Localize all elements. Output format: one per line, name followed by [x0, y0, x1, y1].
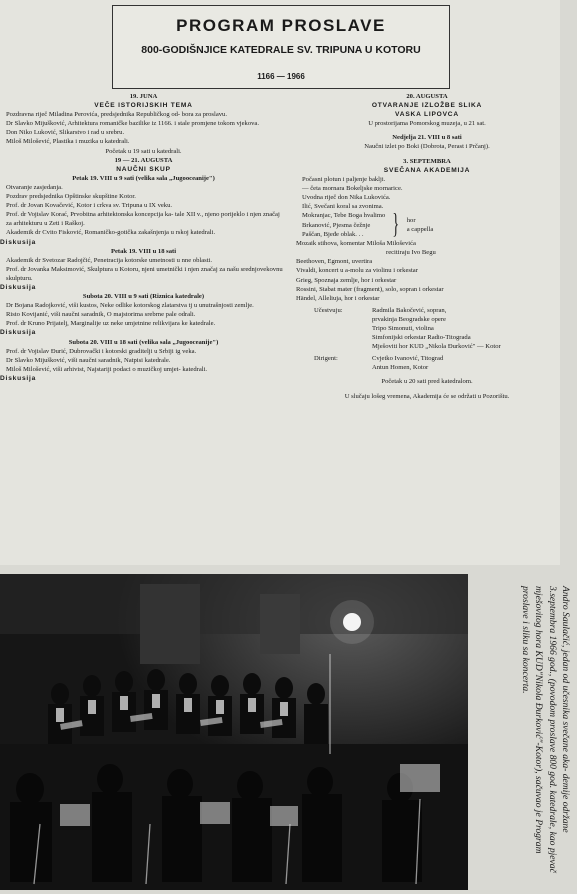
program-years: 1166 — 1966 [257, 72, 305, 81]
section-date: 20. AUGUSTA [406, 93, 448, 100]
concert-photo [0, 574, 468, 890]
section-heading: VASKA LIPOVCA [395, 111, 459, 119]
program-item: Miloš Milošević, Plastika i muzika u katedrali. [6, 138, 130, 146]
program-item: Prof. dr Jovanka Maksimović, Skulptura u Kotoru, njeni umetnički i njen značaj za našu srednjovekovnu skulpturu. [6, 265, 283, 282]
section-date: 19. JUNA [129, 93, 158, 100]
program-item: Dr Slavko Mijušković, viši naučni saradnik, Natpisi katedrale. [6, 356, 171, 364]
program-item: Don Niko Luković, Slikarstvo i rad u srebru. [6, 129, 125, 137]
program-item: recitiraju Ivo Begu [386, 249, 436, 257]
program-item: Brkanović, Pjesma čežnje [302, 221, 371, 229]
session-heading: Subota 20. VIII u 18 sati (velika sala „Jugooceanije") [68, 338, 219, 346]
program-subtitle: 800-GODIŠNJICE KATEDRALE SV. TRIPUNA U KOTORU [141, 44, 421, 56]
program-item: Miloš Milošević, viši arhivist, Najstariji podaci o muzičkoj umjet- katedrali. [6, 365, 208, 373]
program-item: — četa mornara Bokeljske mornarice. [302, 184, 403, 192]
brace-glyph: } [392, 209, 400, 241]
program-title: PROGRAM PROSLAVE [176, 16, 386, 35]
program-item: Grieg, Spoznaja zemlje, hor i orkestar [296, 276, 397, 284]
section-heading: SVEČANA AKADEMIJA [383, 166, 471, 174]
session-heading: Subota 20. VIII u 9 sati (Riznica katedrale) [82, 293, 205, 301]
program-item: Pozdrav predsjednika Opštinske skupštine Kotor. [6, 193, 136, 201]
section-date: 3. SEPTEMBRA [403, 157, 451, 165]
program-item: Rossini, Stabat mater (fragment), solo, sopran i orkestar [296, 285, 444, 293]
program-item: Mješoviti hor KUD „Nikola Đurković" — Kotor [372, 343, 501, 351]
program-item: Uvodna riječ don Nika Lukovića. [302, 193, 391, 201]
program-item: Mokranjac, Tebe Boga hvalimo [302, 212, 386, 220]
conductors-block [296, 354, 558, 372]
program-item: prvakinja Beogradske opere [372, 315, 446, 323]
program-item: a cappella [406, 226, 434, 234]
program-item: Radmila Bakočević, sopran, [372, 306, 447, 314]
program-item: Cvjetko Ivanović, Titograd [372, 355, 444, 363]
left-column [0, 92, 287, 383]
program-item: hor [406, 217, 416, 225]
program-item: Mozaik stihova, komentar Miloša Miloševića [296, 240, 416, 248]
session-heading: Nedjelja 21. VIII u 8 sati [392, 134, 462, 142]
program-note: U prostorijama Pomorskog muzeja, u 21 sat. [368, 120, 486, 128]
program-item: Prof. dr Vojislav Korać, Prvobitna arhitektonska koncepcija ka- tale XII v., njeno porijeklo i njen značaj za arhitekturu u Zeti i Raškoj. [6, 211, 280, 228]
discussion-label: Diskusija [0, 329, 37, 337]
program-item: Pozdravna riječ Miladina Perovića, predsjednika Republičkog od- bora za proslavu. [6, 111, 228, 119]
program-item: Paščan, Bjeđe oblak. . . [302, 230, 364, 238]
discussion-label: Diskusija [0, 374, 37, 382]
session-heading: Petak 19. VIII u 9 sati (velika sala „Jugooceanije") [72, 174, 215, 182]
a-cappella-group [296, 211, 558, 239]
program-item: Tripo Simonuti, violina [372, 324, 434, 332]
program-item: Dr Slavko Mijušković, Arhitektura romaničke bazilike iz 1166. i stale promjene tokom vjekova. [6, 120, 260, 128]
program-note: Početak u 20 sati pred katedralom. [381, 378, 473, 386]
caption-text: Andro Saulačić, jedan od učesnika svečane aka- demije održane 3.septembra 1966 god., (povodom proslave 800 god. katedrale, kao pjevač mješovitog hora KUD"Nikola Đurković"-Kotor), sačuvao je Program proslave i sliku sa koncerta. [519, 586, 571, 873]
performers-block [296, 306, 558, 351]
program-note: Početak u 19 sati u katedrali. [105, 147, 182, 155]
title-box [112, 5, 450, 89]
program-item: Prof. dr Vojislav Đurić, Dubrovački i kotorski graditelji u Srbiji ig veka. [6, 347, 197, 355]
program-note: Naučni izlet po Boki (Dobrota, Perast i Prčanj). [364, 143, 490, 151]
program-item: Otvaranje zasjedanja. [6, 183, 63, 191]
section-heading: VEČE ISTORIJSKIH TEMA [94, 102, 193, 110]
program-item: Prof. dr Kruno Prijatelj, Marginalije uz neke umjetnine relikvijara ke katedrale. [6, 320, 216, 328]
program-item: Ilić, Svečani koral sa zvonima. [302, 203, 384, 211]
session-heading: Petak 19. VIII u 18 sati [110, 247, 177, 255]
discussion-label: Diskusija [0, 283, 37, 291]
discussion-label: Diskusija [0, 238, 37, 246]
section-heading: OTVARANJE IZLOŽBE SLIKA [371, 102, 483, 110]
program-item: Dr Bojana Radojković, viši kustos, Neke odlike kotorskog zlatarstva tj u unutrašnjosti zemlje. [6, 302, 254, 310]
program-item: Beethoven, Egmont, uvertira [296, 258, 373, 266]
right-column [296, 92, 558, 401]
section-date: 19 — 21. AUGUSTA [114, 156, 173, 164]
conductors-label: Dirigent: [314, 355, 338, 363]
photo-caption [480, 580, 576, 885]
program-item: Vivaldi, koncert u a-molu za violinu i orkestar [296, 267, 418, 275]
program-item: Prof. dr Jovan Kovačević, Kotor i crkva sv. Tripuna u IX veku. [6, 202, 173, 210]
program-item: Risto Kovijanić, viši naučni saradnik, O majstorima srebrne pale odrali. [6, 311, 196, 319]
program-item: Händel, Alleliuja, hor i orkestar [296, 294, 380, 302]
program-item: Počasni plotun i paljenje baklji. [302, 175, 386, 183]
section-heading: NAUČNI SKUP [116, 165, 171, 173]
program-item: Antun Homen, Kotor [372, 364, 429, 372]
program-item: Akademik dr Svetozar Radojčić, Penetracija kotorske umetnosti u nne oblasti. [6, 256, 212, 264]
performers-label: Učestvuju: [314, 306, 343, 314]
program-item: Simfonijski orkestar Radio-Titograda [372, 334, 471, 342]
program-note: U slučaju lošeg vremena, Akademija će se održati u Pozorištu. [344, 392, 510, 400]
program-item: Akademik dr Cvito Fisković, Romaničko-gotička zakašnjenja u rskoj katedrali. [6, 229, 216, 237]
